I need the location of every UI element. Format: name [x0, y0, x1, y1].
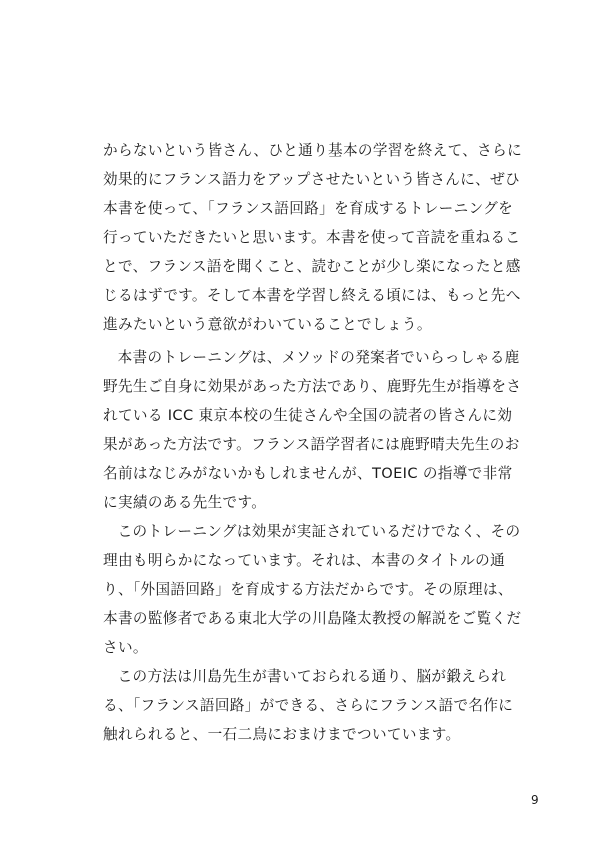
page-number: 9 — [531, 793, 539, 807]
text-line: じるはずです。そして本書を学習し終える頃には、もっと先へ — [103, 287, 521, 304]
text-line: 理由も明らかになっています。それは、本書のタイトルの通 — [103, 552, 506, 569]
text-line: さい。 — [103, 639, 148, 656]
text-line: 効果的にフランス語力をアップさせたいという皆さんに、ぜひ — [103, 171, 520, 188]
text-line: 野先生ご自身に効果があった方法であり、鹿野先生が指導をさ — [103, 378, 522, 395]
text-line-indented: このトレーニングは効果が実証されているだけでなく、その — [117, 523, 521, 540]
text-line: 触れられると、一石二鳥におまけまでついています。 — [103, 726, 461, 743]
text-line-indented: 本書のトレーニングは、メソッドの発案者でいらっしゃる鹿 — [117, 349, 520, 366]
text-line: 本書を使って、「フランス語回路」を育成するトレーニングを — [103, 200, 514, 217]
text-line: とで、フランス語を聞くこと、読むことが少し楽になったと感 — [103, 258, 521, 275]
text-line: 行っていただきたいと思います。本書を使って音読を重ねるこ — [103, 229, 521, 246]
text-line: に実績のある先生です。 — [103, 494, 267, 511]
text-line: 果があった方法です。フランス語学習者には鹿野晴夫先生のお — [103, 436, 520, 453]
text-line: 進みたいという意欲がわいていることでしょう。 — [103, 316, 432, 333]
text-line-indented: この方法は川島先生が書いておられる通り、脳が鍛えられ — [117, 668, 507, 685]
paragraph-block-2 — [103, 343, 522, 749]
text-line: からないという皆さん、ひと通り基本の学習を終えて、さらに — [103, 142, 523, 159]
text-line: 本書の監修者である東北大学の川島隆太教授の解説をご覧くだ — [103, 610, 522, 627]
paragraph-block-1 — [103, 136, 523, 339]
text-line: る、「フランス語回路」ができる、さらにフランス語で名作に — [103, 697, 514, 714]
text-line: り、「外国語回路」を育成する方法だからです。その原理は、 — [103, 581, 513, 598]
text-line: 名前はなじみがないかもしれませんが、TOEIC の指導で非常 — [103, 465, 513, 482]
text-line: れている ICC 東京本校の生徒さんや全国の読者の皆さんに効 — [103, 407, 513, 424]
